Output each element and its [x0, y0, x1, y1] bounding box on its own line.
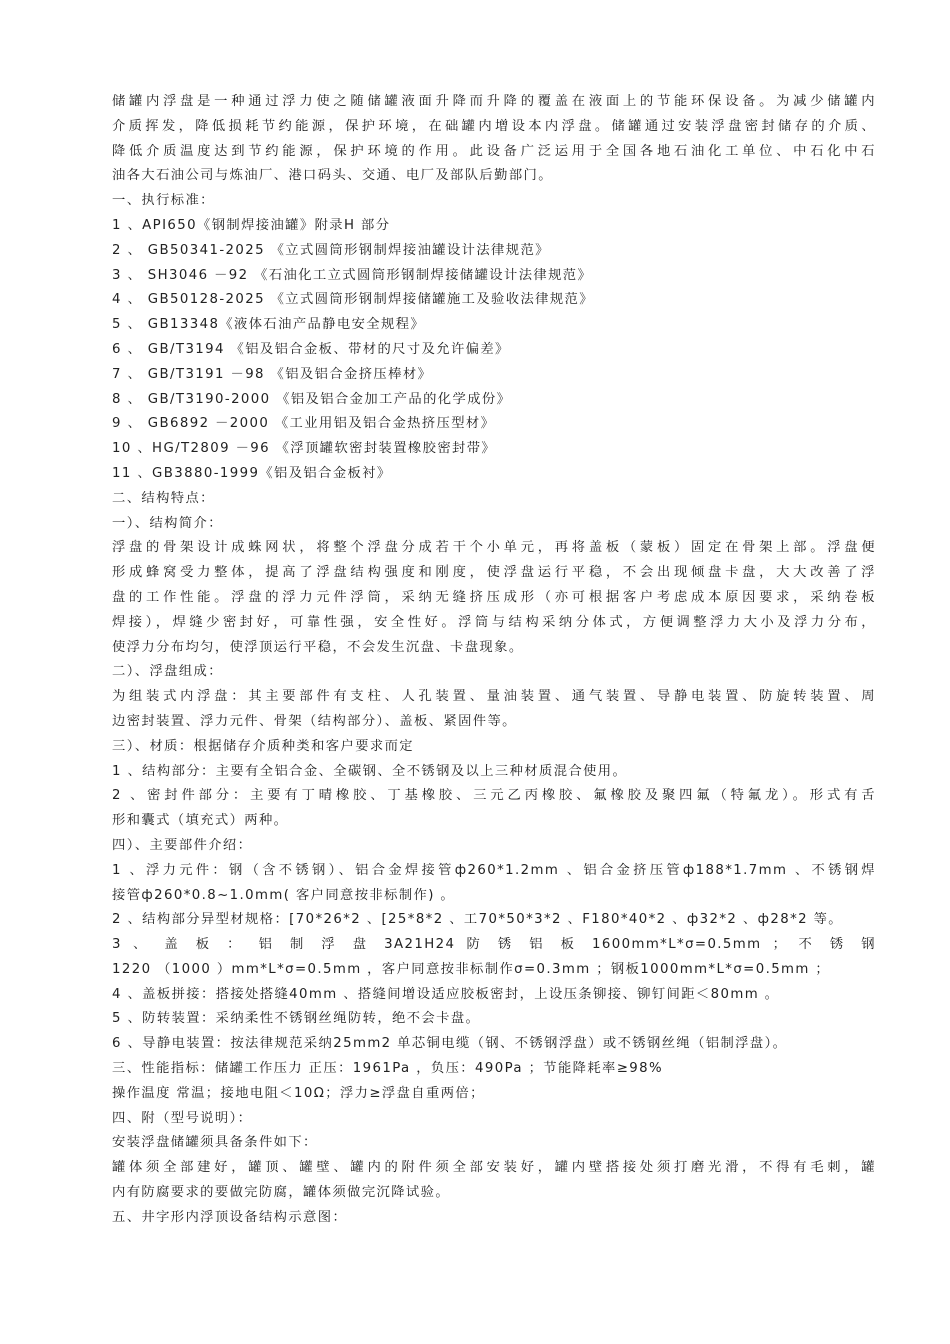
text-line: 降低介质温度达到节约能源，保护环境的作用。此设备广泛运用于全国各地石油化工单位、中石化中石: [112, 143, 876, 159]
text-line: 6 、 GB/T3194 《铝及铝合金板、带材的尺寸及允许偏差》: [112, 341, 510, 357]
text-line: 1 、结构部分：主要有全铝合金、全碳钢、全不锈钢及以上三种材质混合使用。: [112, 763, 628, 779]
text-line: 6 、导静电装置：按法律规范采纳25mm2 单芯铜电缆（钢、不锈钢浮盘）或不锈钢丝绳（铝制浮盘）。: [112, 1036, 788, 1052]
text-line: 4 、 GB50128-2025 《立式圆筒形钢制焊接储罐施工及验收法律规范》: [112, 292, 594, 308]
text-line: 1 、API650《钢制焊接油罐》附录H 部分: [112, 217, 391, 233]
text-line: 3 、 SH3046 －92 《石油化工立式圆筒形钢制焊接储罐设计法律规范》: [112, 267, 593, 283]
text-line: 5 、防转装置：采纳柔性不锈钢丝绳防转，绝不会卡盘。: [112, 1011, 481, 1027]
text-line: 一、执行标准：: [112, 193, 215, 209]
text-line: 3 、 盖 板 ： 铝 制 浮 盘 3A21H24 防 锈 铝 板 1600mm*L*σ=0.5mm ； 不 锈 钢: [112, 937, 876, 953]
text-line: 形和囊式（填充式）两种。: [112, 813, 289, 829]
text-line: 操作温度 常温；接地电阻＜10Ω；浮力≥浮盘自重两倍；: [112, 1085, 485, 1101]
text-line: 盘的工作性能。浮盘的浮力元件浮筒，采纳无缝挤压成形（亦可根据客户考虑成本原因要求，采纳卷板: [112, 589, 876, 605]
text-line: 为组装式内浮盘：其主要部件有支柱、人孔装置、量油装置、通气装置、导静电装置、防旋转装置、周: [112, 689, 876, 705]
text-line: 11 、GB3880-1999《铝及铝合金板衬》: [112, 465, 392, 481]
text-line: 2 、 GB50341-2025 《立式圆筒形钢制焊接油罐设计法律规范》: [112, 242, 550, 258]
text-line: 三、性能指标：储罐工作压力 正压：1961Pa ，负压：490Pa ；节能降耗率≥98%: [112, 1061, 664, 1077]
text-line: 四、附（型号说明）：: [112, 1110, 253, 1126]
text-line: 浮盘的骨架设计成蛛网状，将整个浮盘分成若干个小单元，再将盖板（蒙板）固定在骨架上部。浮盘便: [112, 540, 876, 556]
text-line: 形成蜂窝受力整体，提高了浮盘结构强度和刚度，使浮盘运行平稳，不会出现倾盘卡盘，大大改善了浮: [112, 565, 876, 581]
text-line: 2 、结构部分异型材规格：[70*26*2 、[25*8*2 、工70*50*3*2 、F180*40*2 、ф32*2 、ф28*2 等。: [112, 912, 843, 928]
text-line: 四）、主要部件介绍：: [112, 837, 253, 853]
text-line: 罐体须全部建好，罐顶、罐壁、罐内的附件须全部安装好，罐内壁搭接处须打磨光滑，不得有毛刺，罐: [112, 1160, 876, 1176]
text-line: 储罐内浮盘是一种通过浮力使之随储罐液面升降而升降的覆盖在液面上的节能环保设备。为减少储罐内: [112, 94, 876, 109]
text-line: 1220 （1000 ）mm*L*σ=0.5mm ，客户同意按非标制作σ=0.3mm ；钢板1000mm*L*σ=0.5mm ；: [112, 961, 831, 977]
text-line: 使浮力分布均匀，使浮顶运行平稳，不会发生沉盘、卡盘现象。: [112, 639, 524, 655]
text-line: 10 、HG/T2809 －96 《浮顶罐软密封装置橡胶密封带》: [112, 441, 497, 457]
text-line: 1 、浮力元件：钢（含不锈钢）、铝合金焊接管ф260*1.2mm 、铝合金挤压管ф188*1.7mm 、不锈钢焊: [112, 862, 876, 878]
text-line: 7 、 GB/T3191 －98 《铝及铝合金挤压棒材》: [112, 366, 433, 382]
text-line: 五、井字形内浮顶设备结构示意图：: [112, 1209, 348, 1225]
text-line: 边密封装置、浮力元件、骨架（结构部分）、盖板、紧固件等。: [112, 713, 517, 729]
text-line: 4 、盖板拼接：搭接处搭缝40mm 、搭缝间增设适应胶板密封，上设压条铆接、铆钉间距＜80mm 。: [112, 986, 780, 1002]
text-line: 5 、 GB13348《液体石油产品静电安全规程》: [112, 317, 426, 333]
text-line: 二）、浮盘组成：: [112, 664, 223, 680]
text-line: 油各大石油公司与炼油厂、港口码头、交通、电厂及部队后勤部门。: [112, 168, 553, 184]
text-line: 8 、 GB/T3190-2000 《铝及铝合金加工产品的化学成份》: [112, 391, 512, 407]
text-line: 二、结构特点：: [112, 490, 215, 506]
text-line: 三）、材质：根据储存介质种类和客户要求而定: [112, 738, 414, 754]
text-line: 9 、 GB6892 －2000 《工业用铝及铝合金热挤压型材》: [112, 416, 496, 432]
text-line: 介质挥发，降低损耗节约能源，保护环境，在础罐内增设本内浮盘。储罐通过安装浮盘密封储存的介质、: [112, 118, 876, 134]
document-body: [112, 90, 876, 1231]
text-line: 焊接），焊缝少密封好，可靠性强，安全性好。浮筒与结构采纳分体式，方便调整浮力大小及浮力分布，: [112, 614, 876, 630]
text-line: 接管ф260*0.8~1.0mm( 客户同意按非标制作) 。: [112, 887, 456, 903]
text-line: 内有防腐要求的要做完防腐，罐体须做完沉降试验。: [112, 1185, 451, 1201]
text-line: 2 、密封件部分：主要有丁晴橡胶、丁基橡胶、三元乙丙橡胶、氟橡胶及聚四氟（特氟龙）。形式有舌: [112, 788, 876, 804]
text-line: 一）、结构简介：: [112, 515, 223, 531]
text-line: 安装浮盘储罐须具备条件如下：: [112, 1135, 318, 1151]
